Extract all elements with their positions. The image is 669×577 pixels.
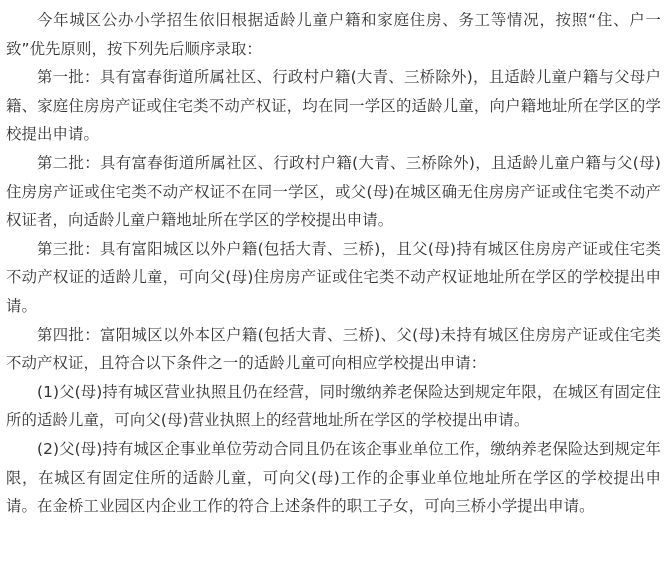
batch-one-paragraph: 第一批：具有富春街道所属社区、行政村户籍(大青、三桥除外)，且适龄儿童户籍与父母户籍、家庭住房房产证或住宅类不动产权证，均在同一学区的适龄儿童，向户籍地址所在学区的学校提出申请。 bbox=[6, 68, 661, 144]
intro-paragraph: 今年城区公办小学招生依旧根据适龄儿童户籍和家庭住房、务工等情况，按照“住、户一致”优先原则，按下列先后顺序录取： bbox=[6, 11, 661, 58]
batch-three-paragraph: 第三批：具有富阳城区以外户籍(包括大青、三桥)，且父(母)持有城区住房房产证或住宅类不动产权证的适龄儿童，可向父(母)住房房产证或住宅类不动产权证地址所在学区的学校提出申请。 bbox=[6, 239, 661, 315]
batch-two-paragraph: 第二批：具有富春街道所属社区、行政村户籍(大青、三桥除外)，且适龄儿童户籍与父(母)住房房产证或住宅类不动产权证不在同一学区，或父(母)在城区确无住房房产证或住宅类不动产权证者，向适龄儿童户籍地址所在学区的学校提出申请。 bbox=[6, 153, 661, 230]
condition-two-paragraph: (2)父(母)持有城区企事业单位劳动合同且仍在该企事业单位工作，缴纳养老保险达到规定年限，在城区有固定住所的适龄儿童，可向父(母)工作的企事业单位地址所在学区的学校提出申请。在金桥工业园区内企业工作的符合上述条件的职工子女，可向三桥小学提出申请。 bbox=[6, 439, 661, 516]
document-body bbox=[6, 6, 661, 521]
condition-one-paragraph: (1)父(母)持有城区营业执照且仍在经营，同时缴纳养老保险达到规定年限，在城区有固定住所的适龄儿童，可向父(母)营业执照上的经营地址所在学区的学校提出申请。 bbox=[6, 382, 661, 430]
batch-four-paragraph: 第四批：富阳城区以外本区户籍(包括大青、三桥)、父(母)未持有城区住房房产证或住宅类不动产权证，且符合以下条件之一的适龄儿童可向相应学校提出申请： bbox=[6, 325, 661, 373]
